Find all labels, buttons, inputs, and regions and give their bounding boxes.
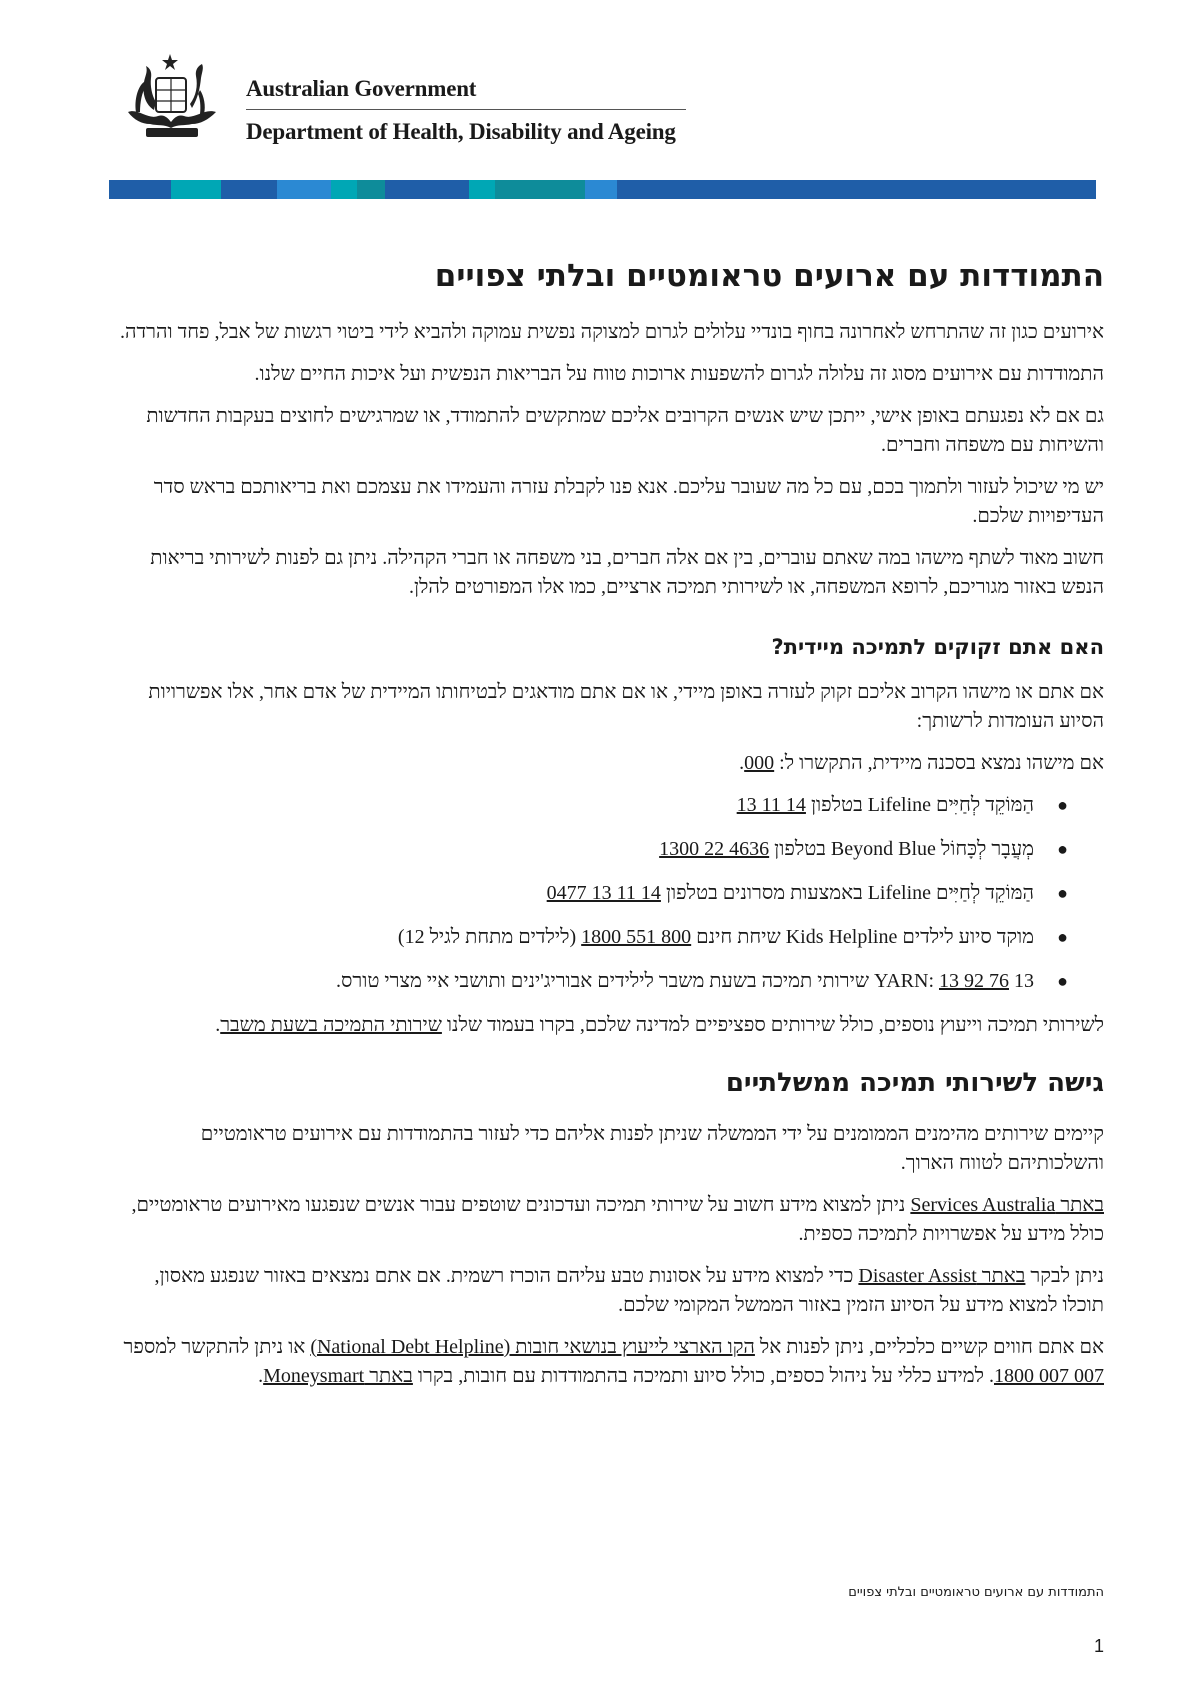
page-title: התמודדות עם ארועים טראומטיים ובלתי צפויים [434,258,1104,294]
intro-paragraph: יש מי שיכול לעזור ולתמוך בכם, עם כל מה שעובר עליכם. אנא פנו לקבלת עזרה והעמידו את עצמכם ואת בריאותכם בראש סדר העדיפויות שלכם. [153,476,1104,527]
department-name: Department of Health, Disability and Ageing [246,119,676,144]
services-australia-link[interactable]: באתר Services Australia [910,1194,1104,1216]
services-australia-paragraph [108,1191,1104,1249]
list-item [108,923,1068,952]
color-bar-segment [357,180,385,199]
disaster-assist-after: כדי למצוא מידע על אסונות טבע עליהם הוכרז רשמית. אם אתם נמצאים באזור שנפגע מאסון, תוכלו למצוא מידע על הסיוע הזמין באזור הממשל המקומי שלכם. [154,1265,1104,1316]
emergency-text: אם מישהו נמצא בסכנה מיידית, התקשרו ל: [774,752,1104,774]
helpline-label: 13 YARN: [873,970,1034,992]
debt-helpline-paragraph [108,1333,1104,1391]
intro-paragraph: התמודדות עם אירועים מסוג זה עלולה לגרום להשפעות ארוכות טווח על הבריאות הנפשית ועל איכות החיים שלנו. [254,363,1104,385]
emergency-end: . [739,752,745,774]
helpline-note: שירותי תמיכה בשעת משבר לילידים אבוריג'ינים ותושבי איי מצרי טורס. [336,970,874,992]
debt-text-mid2: . למידע כללי על ניהול כספים, כולל סיוע ותמיכה בהתמודדות עם חובות, בקרו [412,1365,994,1387]
color-bar-segment [171,180,221,199]
immediate-support-lead: אם אתם או מישהו הקרוב אליכם זקוק לעזרה באופן מיידי, או אם אתם מודאגים לבטיחותו המיידית של אדם אחר, אלו אפשרויות הסיוע העומדות לרשותך: [148,681,1104,732]
footer-title: התמודדות עם ארועים טראומטיים ובלתי צפויים [848,1585,1104,1600]
color-bar-segment [331,180,357,199]
moneysmart-link[interactable]: באתר Moneysmart [263,1365,413,1387]
helpline-label: מְעֲבָר לְכָּחוֹל Beyond Blue בטלפון [769,838,1034,860]
intro-paragraph: אירועים כגון זה שהתרחש לאחרונה בחוף בונדיי עלולים לגרום למצוקה נפשית עמוקה ולהביא לידי ביטוי רגשות של אבל, פחד והרדה. [120,321,1104,343]
helpline-note: (לילדים מתחת לגיל 12) [397,926,582,948]
list-item [108,835,1068,864]
page-number: 1 [1093,1636,1104,1656]
more-support-paragraph [108,1011,1104,1040]
helpline-number-link[interactable]: 0477 13 11 14 [546,882,661,904]
color-bar-segment [277,180,331,199]
helpline-number-link[interactable]: 13 92 76 [939,970,1009,992]
intro-paragraph: גם אם לא נפגעתם באופן אישי, ייתכן שיש אנשים הקרובים אליכם שמתקשים להתמודד, או שמרגישים לחוצים בעקבות החדשות והשיחות עם משפחה וחברים. [146,405,1104,456]
color-bar-segment [109,180,171,199]
australian-coat-of-arms-icon [108,50,238,150]
debt-helpline-number-link[interactable]: 1800 007 007 [994,1365,1104,1387]
more-support-text: לשירותי תמיכה וייעוץ נוספים, כולל שירותים ספציפיים למדינה שלכם, בקרו בעמוד שלנו [441,1014,1104,1036]
debt-text-end: . [258,1365,264,1387]
helpline-label: מוקד סיוע לילדים Kids Helpline שיחת חינם [691,926,1034,948]
crisis-services-link[interactable]: שירותי התמיכה בשעת משבר [220,1014,442,1036]
disaster-assist-before: ניתן לבקר [1025,1265,1104,1287]
national-debt-helpline-link[interactable]: הקו הארצי לייעוץ בנושאי חובות (National Debt Helpline) [310,1336,755,1358]
bullet-icon: ● [1057,883,1068,903]
services-australia-text: ניתן למצוא מידע חשוב על שירותי תמיכה ועדכונים שוטפים עבור אנשים שנפגעו מאירועים טראומטיים, כולל מידע על אפשרויות לתמיכה כספית. [131,1194,1104,1245]
color-bar-segment [469,180,495,199]
immediate-support-heading: האם אתם זקוקים לתמיכה מיידית? [771,635,1104,659]
helpline-label: הַמּוֹקֵד לְחַיִּים Lifeline בטלפון [805,794,1034,816]
emergency-number-link[interactable]: 000 [744,752,775,774]
list-item [108,791,1068,820]
branding-divider [246,109,686,110]
header-color-bar [109,180,1096,199]
helpline-number-link[interactable]: 13 11 14 [736,794,806,816]
main-content [108,240,1104,1404]
bullet-icon: ● [1057,795,1068,815]
bullet-icon: ● [1057,971,1068,991]
debt-text-mid: או ניתן להתקשר למספר [123,1336,311,1358]
government-branding [246,74,686,146]
color-bar-segment [495,180,585,199]
helpline-number-link[interactable]: 1800 551 800 [581,926,692,948]
color-bar-segment [617,180,1096,199]
color-bar-segment [585,180,617,199]
government-name: Australian Government [246,76,477,101]
government-support-heading: גישה לשירותי תמיכה ממשלתיים [725,1068,1104,1098]
list-item [108,879,1068,908]
disaster-assist-link[interactable]: באתר Disaster Assist [858,1265,1026,1287]
government-support-intro: קיימים שירותים מהימנים הממומנים על ידי הממשלה שניתן לפנות אליהם כדי לעזור בהתמודדות עם אירועים טראומטיים והשלכותיהם לטווח הארוך. [200,1123,1104,1174]
color-bar-segment [385,180,469,199]
debt-text-before: אם אתם חווים קשיים כלכליים, ניתן לפנות אל [754,1336,1104,1358]
helpline-list [108,791,1104,996]
bullet-icon: ● [1057,839,1068,859]
intro-paragraph: חשוב מאוד לשתף מישהו במה שאתם עוברים, בין אם אלה חברים, בני משפחה או חברי הקהילה. ניתן גם לפנות לשירותי בריאות הנפש באזור מגוריכם, לרופא המשפחה, או לשירותי תמיכה ארציים, כמו אלו המפורטים להלן. [150,547,1104,598]
disaster-assist-paragraph [108,1262,1104,1320]
color-bar-segment [221,180,277,199]
list-item [108,967,1068,996]
more-support-end: . [215,1014,221,1036]
helpline-label: הַמּוֹקֵד לְחַיִּים Lifeline באמצעות מסרונים בטלפון [660,882,1034,904]
helpline-number-link[interactable]: 1300 22 4636 [659,838,770,860]
bullet-icon: ● [1057,927,1068,947]
emergency-line [108,749,1104,778]
